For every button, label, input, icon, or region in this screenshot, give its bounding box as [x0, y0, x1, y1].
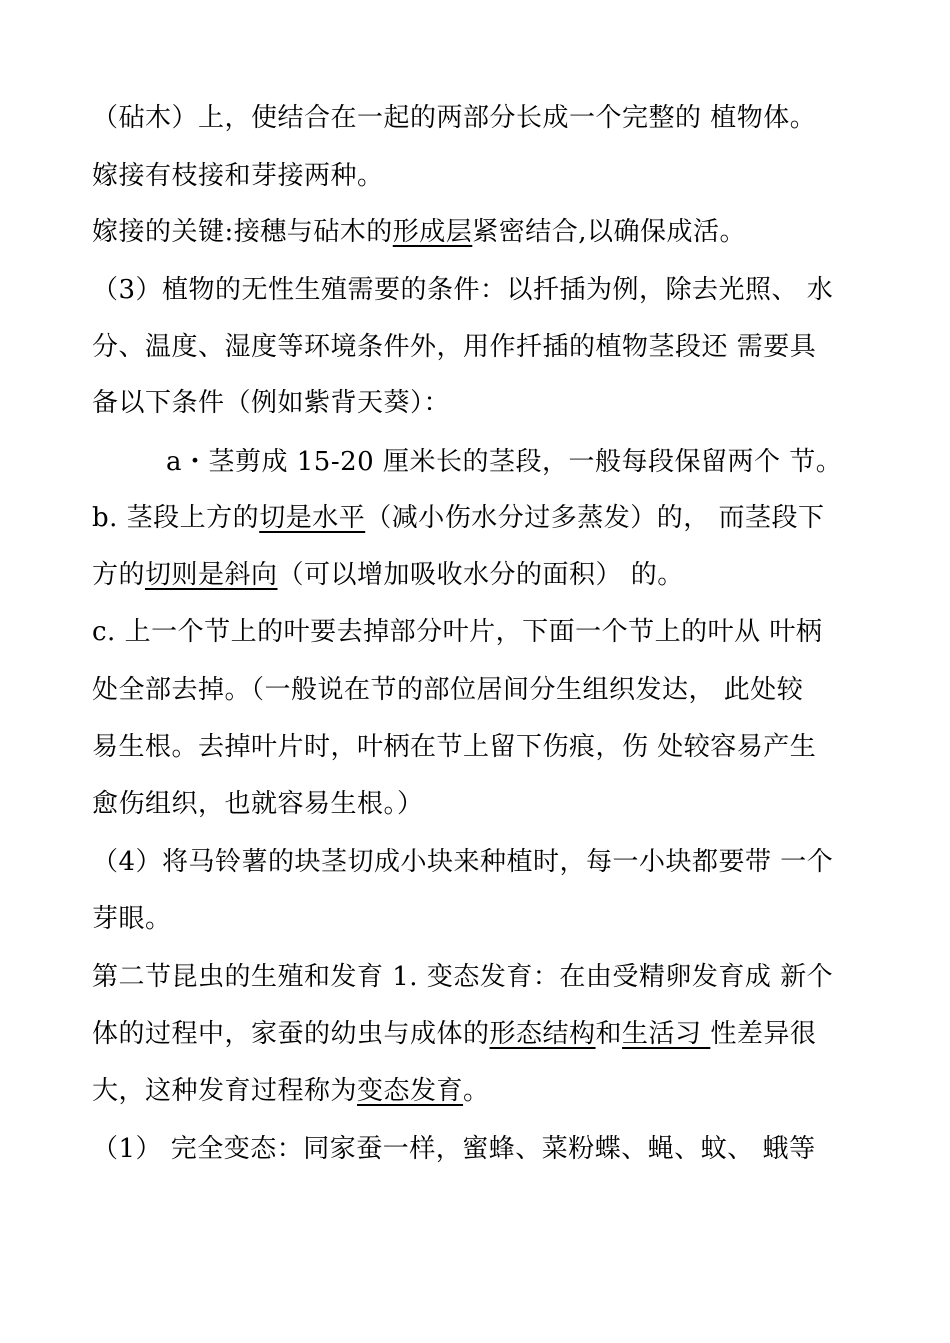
- text-line-10: [92, 615, 822, 649]
- text-line-7: [166, 445, 842, 479]
- text-line-9: [92, 558, 684, 592]
- text-segment: （4）将马铃薯的块茎切成小块来种植时，每一小块都要带 一个: [92, 847, 834, 877]
- text-segment: 芽眼。: [92, 904, 172, 934]
- text-line-1: [92, 101, 816, 135]
- text-segment: 愈伤组织，也就容易生根。）: [92, 789, 424, 819]
- text-segment: 处全部去掉。（一般说在节的部位居间分生组织发达， 此处较: [92, 675, 804, 705]
- text-line-19: [92, 1132, 816, 1166]
- underlined-term: 形态结构: [489, 1019, 596, 1049]
- text-segment: 体的过程中，家蚕的幼虫与成体的: [92, 1019, 490, 1049]
- text-line-14: [92, 845, 833, 879]
- text-line-8: [92, 501, 824, 535]
- text-line-18: [92, 1074, 490, 1108]
- text-segment: 嫁接有枝接和芽接两种。: [92, 161, 384, 191]
- text-line-17: [92, 1017, 816, 1051]
- underlined-term: 切是水平: [259, 503, 366, 533]
- text-line-16: [92, 960, 833, 994]
- text-segment: （3）植物的无性生殖需要的条件：以扦插为例，除去光照、 水: [92, 275, 834, 305]
- text-segment: （可以增加吸收水分的面积） 的。: [277, 560, 684, 590]
- text-segment: 紧密结合,以确保成活。: [472, 217, 747, 247]
- text-segment: 易生根。去掉叶片时，叶柄在节上留下伤痕，伤 处较容易产生: [92, 732, 817, 762]
- text-segment: 大，这种发育过程称为: [92, 1076, 358, 1106]
- underlined-term: 生活习: [622, 1019, 711, 1049]
- text-segment: 嫁接的关键:接穗与砧木的: [92, 217, 393, 247]
- text-line-15: [92, 902, 172, 936]
- text-segment: a・茎剪成 15-20 厘米长的茎段，一般每段保留两个 节。: [166, 447, 843, 477]
- text-segment: 。: [463, 1076, 490, 1106]
- text-line-6: [92, 386, 450, 420]
- text-segment: 备以下条件（例如紫背天葵）：: [92, 388, 451, 418]
- text-line-12: [92, 730, 816, 764]
- underlined-term: 形成层: [392, 217, 473, 247]
- text-segment: 第二节昆虫的生殖和发育 1. 变态发育：在由受精卵发育成 新个: [92, 962, 834, 992]
- text-line-13: [92, 787, 424, 821]
- text-segment: （减小伤水分过多蒸发）的， 而茎段下: [365, 503, 825, 533]
- text-segment: c. 上一个节上的叶要去掉部分叶片，下面一个节上的叶从 叶柄: [92, 617, 823, 647]
- text-segment: 分、温度、湿度等环境条件外，用作扦插的植物茎段还 需要具: [92, 332, 817, 362]
- text-line-3: [92, 215, 746, 249]
- text-line-4: [92, 273, 833, 307]
- underlined-term: 切则是斜向: [145, 560, 278, 590]
- text-segment: （砧木）上，使结合在一起的两部分长成一个完整的 植物体。: [92, 103, 817, 133]
- underlined-term: 变态发育: [357, 1076, 464, 1106]
- text-segment: 和: [595, 1019, 623, 1049]
- text-line-11: [92, 673, 803, 707]
- text-segment: b. 茎段上方的: [92, 503, 260, 533]
- text-segment: 方的: [92, 560, 146, 590]
- text-segment: 性差异很: [710, 1019, 817, 1049]
- text-line-2: [92, 159, 384, 193]
- text-segment: （1） 完全变态：同家蚕一样，蜜蜂、菜粉蝶、蝇、蚊、 蛾等: [92, 1134, 816, 1164]
- text-line-5: [92, 330, 816, 364]
